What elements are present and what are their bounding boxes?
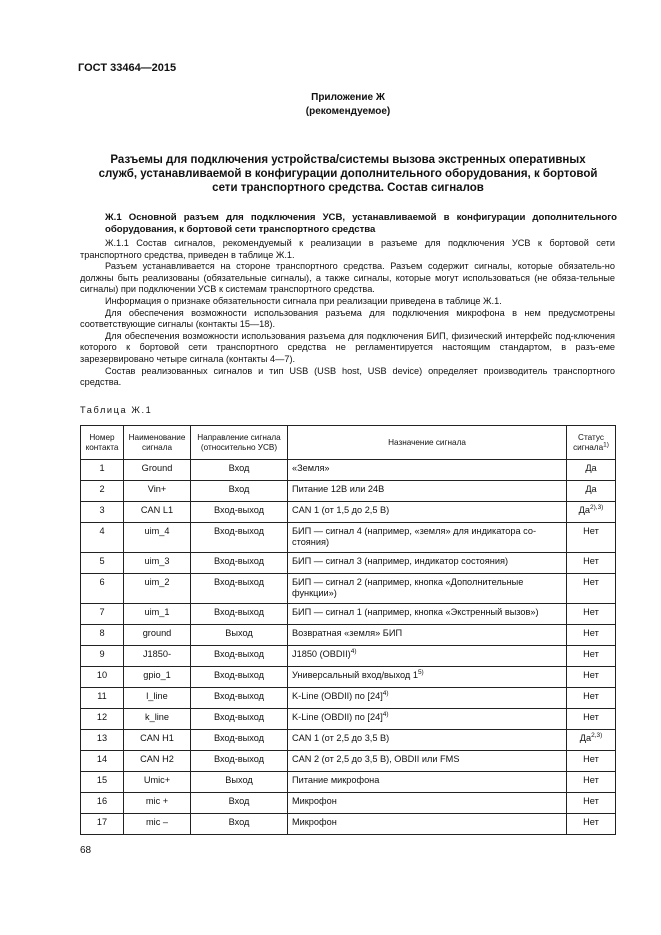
signals-table — [80, 425, 616, 835]
cell-signal-status — [567, 460, 616, 481]
status-text: Нет — [583, 648, 599, 659]
table-row — [81, 552, 616, 573]
cell-signal-name: mic – — [124, 813, 191, 834]
cell-signal-purpose — [288, 552, 567, 573]
purpose-text: БИП — сигнал 2 (например, кнопка «Дополнительные функции») — [292, 576, 524, 599]
cell-signal-status — [567, 750, 616, 771]
header-signal-name: Наименование сигнала — [124, 426, 191, 460]
cell-signal-name: mic + — [124, 792, 191, 813]
cell-signal-direction: Вход-выход — [191, 708, 288, 729]
cell-signal-direction: Вход-выход — [191, 729, 288, 750]
cell-contact-number: 4 — [81, 523, 124, 553]
cell-signal-purpose — [288, 481, 567, 502]
cell-contact-number: 17 — [81, 813, 124, 834]
cell-signal-status — [567, 771, 616, 792]
paragraph: Для обеспечения возможности использования разъема для подключения БИП, физический интерфейс под-ключения которого к бортовой сети транспортного средства не регламентируется настоящим стандартом, в разъ-еме зарезервировано четыре сигнала (контакты 4—7). — [80, 330, 615, 364]
purpose-text: БИП — сигнал 3 (например, индикатор состояния) — [292, 555, 509, 566]
cell-contact-number: 1 — [81, 460, 124, 481]
status-footnote: 2,3) — [591, 731, 603, 739]
status-text: Нет — [583, 576, 599, 587]
table-row — [81, 573, 616, 603]
table-row — [81, 624, 616, 645]
cell-signal-status — [567, 666, 616, 687]
cell-signal-direction: Вход-выход — [191, 502, 288, 523]
cell-contact-number: 3 — [81, 502, 124, 523]
cell-signal-name: CAN L1 — [124, 502, 191, 523]
cell-signal-name: Vin+ — [124, 481, 191, 502]
cell-signal-direction: Вход-выход — [191, 750, 288, 771]
cell-contact-number: 15 — [81, 771, 124, 792]
cell-signal-purpose — [288, 792, 567, 813]
cell-signal-direction: Вход — [191, 813, 288, 834]
cell-signal-direction: Вход-выход — [191, 645, 288, 666]
table-row — [81, 523, 616, 553]
table-row — [81, 460, 616, 481]
status-text: Нет — [583, 816, 599, 827]
purpose-text: CAN 1 (от 2,5 до 3,5 В) — [292, 732, 390, 743]
table-row — [81, 792, 616, 813]
cell-signal-name: Ground — [124, 460, 191, 481]
status-text: Нет — [583, 526, 599, 536]
cell-signal-status — [567, 523, 616, 553]
cell-contact-number: 7 — [81, 603, 124, 624]
header-signal-purpose: Назначение сигнала — [288, 426, 567, 460]
cell-signal-name: CAN H1 — [124, 729, 191, 750]
cell-signal-name: CAN H2 — [124, 750, 191, 771]
cell-signal-status — [567, 645, 616, 666]
paragraph: Состав реализованных сигналов и тип USB (USB host, USB device) определяет производитель транспортного средства. — [80, 365, 615, 388]
purpose-text: БИП — сигнал 4 (например, «земля» для индикатора со-стояния) — [292, 526, 537, 548]
cell-signal-purpose — [288, 813, 567, 834]
paragraph: Разъем устанавливается на стороне транспортного средства. Разъем содержит сигналы, которые обязатель-но должны быть реализованы (обязательные сигналы), а также сигналы, которые могут использоваться (не обяза-тельные сигналы) при подключении УСВ к системам транспортного средства. — [80, 261, 615, 295]
status-text: Нет — [583, 555, 599, 566]
cell-signal-name: l_line — [124, 687, 191, 708]
cell-signal-name: uim_3 — [124, 552, 191, 573]
header-signal-direction: Направление сигнала (относительно УСВ) — [191, 426, 288, 460]
cell-signal-status — [567, 729, 616, 750]
cell-signal-direction: Вход-выход — [191, 603, 288, 624]
purpose-footnote: 4) — [350, 647, 357, 655]
section-heading: Ж.1 Основной разъем для подключения УСВ, устанавливаемой в конфигурации дополнительного оборудования, к бортовой сети транспортного средства — [105, 212, 617, 235]
cell-contact-number: 13 — [81, 729, 124, 750]
header-status-footnote: 1) — [603, 440, 609, 448]
cell-signal-name: ground — [124, 624, 191, 645]
purpose-text: Микрофон — [292, 795, 337, 806]
purpose-text: CAN 1 (от 1,5 до 2,5 В) — [292, 505, 390, 515]
paragraph: Для обеспечения возможности использования разъема для подключения микрофона в нем предусмотрены соответствующие сигналы (контакты 15—18). — [80, 307, 615, 330]
table-row — [81, 481, 616, 502]
table-row — [81, 645, 616, 666]
cell-signal-direction: Вход-выход — [191, 552, 288, 573]
table-row — [81, 603, 616, 624]
cell-signal-name: uim_1 — [124, 603, 191, 624]
table-row — [81, 750, 616, 771]
cell-signal-direction: Вход — [191, 481, 288, 502]
cell-signal-direction: Выход — [191, 771, 288, 792]
cell-signal-direction: Вход — [191, 460, 288, 481]
header-contact-number: Номер контакта — [81, 426, 124, 460]
cell-signal-status — [567, 552, 616, 573]
cell-contact-number: 5 — [81, 552, 124, 573]
purpose-footnote: 4) — [382, 689, 389, 697]
status-text: Нет — [583, 753, 599, 764]
cell-signal-status — [567, 813, 616, 834]
status-text: Нет — [583, 669, 599, 680]
status-text: Нет — [583, 606, 599, 617]
purpose-text: Микрофон — [292, 816, 337, 827]
body-text — [80, 238, 615, 389]
cell-signal-status — [567, 792, 616, 813]
status-text: Нет — [583, 795, 599, 806]
cell-signal-status — [567, 481, 616, 502]
status-text: Да — [585, 463, 597, 473]
document-id: ГОСТ 33464—2015 — [78, 62, 177, 74]
paragraph: Информация о признаке обязательности сигнала при реализации приведена в таблице Ж.1. — [105, 295, 502, 306]
purpose-footnote: 5) — [417, 668, 424, 676]
cell-contact-number: 16 — [81, 792, 124, 813]
cell-signal-name: uim_4 — [124, 523, 191, 553]
cell-signal-purpose — [288, 603, 567, 624]
cell-signal-purpose — [288, 729, 567, 750]
status-text: Да — [578, 505, 590, 515]
status-text: Нет — [583, 711, 599, 722]
table-row — [81, 502, 616, 523]
cell-signal-status — [567, 624, 616, 645]
cell-signal-purpose — [288, 687, 567, 708]
cell-contact-number: 10 — [81, 666, 124, 687]
purpose-footnote: 4) — [382, 710, 389, 718]
cell-contact-number: 12 — [81, 708, 124, 729]
table-row — [81, 771, 616, 792]
cell-signal-name: gpio_1 — [124, 666, 191, 687]
cell-signal-direction: Вход — [191, 792, 288, 813]
status-text: Нет — [583, 774, 599, 785]
page-number: 68 — [80, 845, 92, 856]
cell-signal-purpose — [288, 624, 567, 645]
table-row — [81, 708, 616, 729]
purpose-text: CAN 2 (от 2,5 до 3,5 В), OBDII или FMS — [292, 753, 460, 764]
status-text: Да — [585, 484, 597, 494]
purpose-text: БИП — сигнал 1 (например, кнопка «Экстренный вызов») — [292, 606, 539, 617]
paragraph: Ж.1.1 Состав сигналов, рекомендуемый к реализации в разъеме для подключения УСВ к бортовой сети транспортного средства, приведен в таблице Ж.1. — [80, 238, 615, 260]
table-caption: Таблица Ж.1 — [80, 405, 153, 415]
purpose-text: Питание микрофона — [292, 774, 380, 785]
status-text: Нет — [583, 690, 599, 701]
cell-contact-number: 8 — [81, 624, 124, 645]
cell-signal-direction: Вход-выход — [191, 687, 288, 708]
cell-signal-purpose — [288, 645, 567, 666]
cell-signal-purpose — [288, 708, 567, 729]
header-status-text: Статус сигнала — [573, 432, 604, 452]
cell-signal-purpose — [288, 771, 567, 792]
cell-signal-status — [567, 708, 616, 729]
cell-signal-purpose — [288, 573, 567, 603]
purpose-text: K-Line (OBDII) по [24] — [292, 711, 383, 722]
cell-contact-number: 9 — [81, 645, 124, 666]
cell-signal-name: k_line — [124, 708, 191, 729]
cell-contact-number: 6 — [81, 573, 124, 603]
status-text: Да — [579, 732, 592, 743]
annex-note: (рекомендуемое) — [305, 106, 391, 117]
cell-signal-name: J1850- — [124, 645, 191, 666]
purpose-text: «Земля» — [292, 463, 330, 473]
cell-contact-number: 11 — [81, 687, 124, 708]
cell-signal-direction: Вход-выход — [191, 573, 288, 603]
purpose-text: Питание 12В или 24В — [292, 484, 385, 494]
cell-contact-number: 14 — [81, 750, 124, 771]
annex-title: Приложение Ж — [311, 92, 385, 103]
cell-signal-status — [567, 573, 616, 603]
cell-signal-status — [567, 687, 616, 708]
cell-signal-purpose — [288, 523, 567, 553]
table-row — [81, 666, 616, 687]
cell-signal-purpose — [288, 750, 567, 771]
table-row — [81, 729, 616, 750]
cell-signal-status — [567, 502, 616, 523]
cell-signal-status — [567, 603, 616, 624]
cell-signal-name: Umic+ — [124, 771, 191, 792]
cell-contact-number: 2 — [81, 481, 124, 502]
cell-signal-direction: Вход-выход — [191, 523, 288, 553]
table-header-row — [81, 426, 616, 460]
cell-signal-name: uim_2 — [124, 573, 191, 603]
cell-signal-purpose — [288, 460, 567, 481]
main-title: Разъемы для подключения устройства/системы вызова экстренных оперативных служб, устанавливаемой в конфигурации дополнительного оборудования, к бортовой сети транспортного средства. Состав сигналов — [98, 154, 598, 194]
cell-signal-direction: Вход-выход — [191, 666, 288, 687]
table-row — [81, 813, 616, 834]
purpose-text: Универсальный вход/выход 1 — [292, 669, 418, 680]
purpose-text: K-Line (OBDII) по [24] — [292, 690, 383, 701]
status-footnote: 2),3) — [589, 503, 604, 511]
cell-signal-purpose — [288, 666, 567, 687]
cell-signal-purpose — [288, 502, 567, 523]
table-row — [81, 687, 616, 708]
header-signal-status — [567, 426, 616, 460]
status-text: Нет — [583, 627, 599, 638]
cell-signal-direction: Выход — [191, 624, 288, 645]
purpose-text: J1850 (OBDII) — [292, 648, 351, 659]
purpose-text: Возвратная «земля» БИП — [292, 627, 403, 638]
